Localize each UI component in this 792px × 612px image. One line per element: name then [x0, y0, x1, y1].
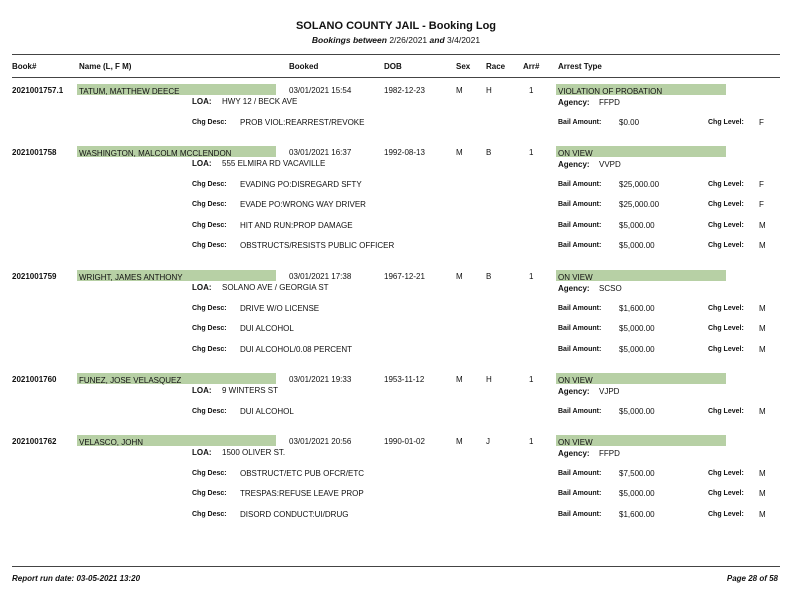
- bail-amount: $5,000.00: [619, 324, 655, 333]
- chg-desc-label: Chg Desc:: [192, 408, 227, 415]
- charge-description: OBSTRUCT/ETC PUB OFCR/ETC: [240, 469, 365, 478]
- chg-desc-label: Chg Desc:: [192, 119, 227, 126]
- charge-description: EVADE PO:WRONG WAY DRIVER: [240, 200, 366, 209]
- header-bottom-rule: [12, 77, 780, 78]
- loa-value: 9 WINTERS ST: [222, 386, 279, 395]
- agency-value: FFPD: [599, 449, 620, 458]
- race: B: [486, 148, 492, 157]
- loa-value: SOLANO AVE / GEORGIA ST: [222, 283, 329, 292]
- col-header-booked: Booked: [289, 62, 319, 71]
- charge-description: PROB VIOL:REARREST/REVOKE: [240, 118, 365, 127]
- inmate-name: FUNEZ, JOSE VELASQUEZ: [79, 376, 182, 385]
- agency-value: FFPD: [599, 98, 620, 107]
- charge-level: M: [759, 345, 766, 354]
- chg-desc-label: Chg Desc:: [192, 222, 227, 229]
- chg-level-label: Chg Level:: [708, 201, 744, 208]
- bail-amount: $25,000.00: [619, 200, 660, 209]
- chg-desc-label: Chg Desc:: [192, 490, 227, 497]
- bail-amount: $1,600.00: [619, 304, 655, 313]
- charge-level: F: [759, 180, 764, 189]
- charge-description: EVADING PO:DISREGARD SFTY: [240, 180, 362, 189]
- bail-amount-label: Bail Amount:: [558, 490, 602, 497]
- charge-level: M: [759, 304, 766, 313]
- dob: 1990-01-02: [384, 437, 425, 446]
- col-header-book: Book#: [12, 62, 37, 71]
- bail-amount-label: Bail Amount:: [558, 346, 602, 353]
- chg-level-label: Chg Level:: [708, 408, 744, 415]
- chg-level-label: Chg Level:: [708, 305, 744, 312]
- inmate-name: WASHINGTON, MALCOLM MCCLENDON: [79, 149, 232, 158]
- bail-amount-label: Bail Amount:: [558, 470, 602, 477]
- arrest-type: VIOLATION OF PROBATION: [558, 87, 663, 96]
- booked-datetime: 03/01/2021 17:38: [289, 272, 352, 281]
- inmate-name: TATUM, MATTHEW DEECE: [79, 87, 180, 96]
- race: B: [486, 272, 492, 281]
- bail-amount-label: Bail Amount:: [558, 222, 602, 229]
- col-header-arrest-type: Arrest Type: [558, 62, 602, 71]
- col-header-race: Race: [486, 62, 506, 71]
- loa-label: LOA:: [192, 386, 212, 395]
- chg-desc-label: Chg Desc:: [192, 346, 227, 353]
- agency-label: Agency:: [558, 387, 590, 396]
- loa-value: 555 ELMIRA RD VACAVILLE: [222, 159, 326, 168]
- agency-label: Agency:: [558, 98, 590, 107]
- date-from: 2/26/2021: [389, 35, 428, 45]
- dob: 1982-12-23: [384, 86, 425, 95]
- bail-amount: $5,000.00: [619, 221, 655, 230]
- bail-amount-label: Bail Amount:: [558, 242, 602, 249]
- agency-label: Agency:: [558, 160, 590, 169]
- sex: M: [456, 375, 463, 384]
- charge-level: F: [759, 200, 764, 209]
- bail-amount-label: Bail Amount:: [558, 119, 602, 126]
- chg-level-label: Chg Level:: [708, 490, 744, 497]
- charge-description: DISORD CONDUCT:UI/DRUG: [240, 510, 349, 519]
- charge-level: M: [759, 469, 766, 478]
- chg-desc-label: Chg Desc:: [192, 470, 227, 477]
- loa-label: LOA:: [192, 448, 212, 457]
- charge-level: M: [759, 221, 766, 230]
- charge-level: M: [759, 510, 766, 519]
- arrest-type: ON VIEW: [558, 149, 593, 158]
- agency-value: VVPD: [599, 160, 621, 169]
- chg-level-label: Chg Level:: [708, 346, 744, 353]
- bail-amount-label: Bail Amount:: [558, 325, 602, 332]
- agency-label: Agency:: [558, 449, 590, 458]
- dob: 1953-11-12: [384, 375, 425, 384]
- loa-value: HWY 12 / BECK AVE: [222, 97, 298, 106]
- race: H: [486, 375, 492, 384]
- col-header-name: Name (L, F M): [79, 62, 132, 71]
- chg-desc-label: Chg Desc:: [192, 511, 227, 518]
- sex: M: [456, 272, 463, 281]
- charge-description: DUI ALCOHOL/0.08 PERCENT: [240, 345, 353, 354]
- chg-desc-label: Chg Desc:: [192, 201, 227, 208]
- col-header-arr: Arr#: [523, 62, 540, 71]
- sex: M: [456, 86, 463, 95]
- booked-datetime: 03/01/2021 19:33: [289, 375, 352, 384]
- charge-level: M: [759, 407, 766, 416]
- book-number: 2021001760: [12, 375, 57, 384]
- report-subtitle: [0, 35, 792, 45]
- race: H: [486, 86, 492, 95]
- charge-level: F: [759, 118, 764, 127]
- bail-amount: $1,600.00: [619, 510, 655, 519]
- chg-level-label: Chg Level:: [708, 222, 744, 229]
- agency-label: Agency:: [558, 284, 590, 293]
- bail-amount-label: Bail Amount:: [558, 181, 602, 188]
- arrest-number: 1: [529, 86, 534, 95]
- chg-level-label: Chg Level:: [708, 119, 744, 126]
- arrest-type: ON VIEW: [558, 273, 593, 282]
- chg-level-label: Chg Level:: [708, 242, 744, 249]
- sex: M: [456, 437, 463, 446]
- agency-value: SCSO: [599, 284, 622, 293]
- bail-amount-label: Bail Amount:: [558, 511, 602, 518]
- arrest-type: ON VIEW: [558, 376, 593, 385]
- book-number: 2021001757.1: [12, 86, 64, 95]
- footer-rule: [12, 566, 780, 567]
- loa-label: LOA:: [192, 159, 212, 168]
- charge-level: M: [759, 324, 766, 333]
- dob: 1967-12-21: [384, 272, 425, 281]
- charge-description: DUI ALCOHOL: [240, 407, 294, 416]
- header-top-rule: [12, 54, 780, 55]
- arrest-number: 1: [529, 375, 534, 384]
- book-number: 2021001759: [12, 272, 57, 281]
- bail-amount-label: Bail Amount:: [558, 305, 602, 312]
- book-number: 2021001758: [12, 148, 57, 157]
- bail-amount: $7,500.00: [619, 469, 655, 478]
- book-number: 2021001762: [12, 437, 57, 446]
- loa-label: LOA:: [192, 283, 212, 292]
- loa-label: LOA:: [192, 97, 212, 106]
- arrest-type: ON VIEW: [558, 438, 593, 447]
- sex: M: [456, 148, 463, 157]
- arrest-number: 1: [529, 437, 534, 446]
- bail-amount: $25,000.00: [619, 180, 660, 189]
- subtitle-and: and: [429, 35, 445, 45]
- arrest-number: 1: [529, 148, 534, 157]
- chg-level-label: Chg Level:: [708, 470, 744, 477]
- loa-value: 1500 OLIVER ST.: [222, 448, 286, 457]
- bail-amount: $5,000.00: [619, 407, 655, 416]
- subtitle-prefix: Bookings between: [311, 35, 387, 45]
- chg-level-label: Chg Level:: [708, 325, 744, 332]
- booked-datetime: 03/01/2021 20:56: [289, 437, 352, 446]
- dob: 1992-08-13: [384, 148, 425, 157]
- bail-amount-label: Bail Amount:: [558, 201, 602, 208]
- chg-desc-label: Chg Desc:: [192, 181, 227, 188]
- agency-value: VJPD: [599, 387, 620, 396]
- page-number: Page 28 of 58: [726, 574, 778, 583]
- charge-description: TRESPAS:REFUSE LEAVE PROP: [240, 489, 364, 498]
- report-run-date: Report run date: 03-05-2021 13:20: [12, 574, 141, 583]
- inmate-name: WRIGHT, JAMES ANTHONY: [79, 273, 183, 282]
- charge-description: DUI ALCOHOL: [240, 324, 294, 333]
- charge-level: M: [759, 241, 766, 250]
- report-title: SOLANO COUNTY JAIL - Booking Log: [295, 20, 497, 32]
- bail-amount: $5,000.00: [619, 345, 655, 354]
- chg-desc-label: Chg Desc:: [192, 305, 227, 312]
- date-to: 3/4/2021: [447, 35, 481, 45]
- chg-level-label: Chg Level:: [708, 181, 744, 188]
- col-header-sex: Sex: [456, 62, 471, 71]
- arrest-number: 1: [529, 272, 534, 281]
- chg-desc-label: Chg Desc:: [192, 242, 227, 249]
- bail-amount: $5,000.00: [619, 489, 655, 498]
- charge-description: DRIVE W/O LICENSE: [240, 304, 320, 313]
- bail-amount: $5,000.00: [619, 241, 655, 250]
- charge-level: M: [759, 489, 766, 498]
- bail-amount: $0.00: [619, 118, 640, 127]
- booked-datetime: 03/01/2021 15:54: [289, 86, 352, 95]
- booked-datetime: 03/01/2021 16:37: [289, 148, 352, 157]
- charge-description: HIT AND RUN:PROP DAMAGE: [240, 221, 353, 230]
- col-header-dob: DOB: [384, 62, 402, 71]
- bail-amount-label: Bail Amount:: [558, 408, 602, 415]
- race: J: [486, 437, 490, 446]
- charge-description: OBSTRUCTS/RESISTS PUBLIC OFFICER: [240, 241, 395, 250]
- chg-desc-label: Chg Desc:: [192, 325, 227, 332]
- chg-level-label: Chg Level:: [708, 511, 744, 518]
- inmate-name: VELASCO, JOHN: [79, 438, 144, 447]
